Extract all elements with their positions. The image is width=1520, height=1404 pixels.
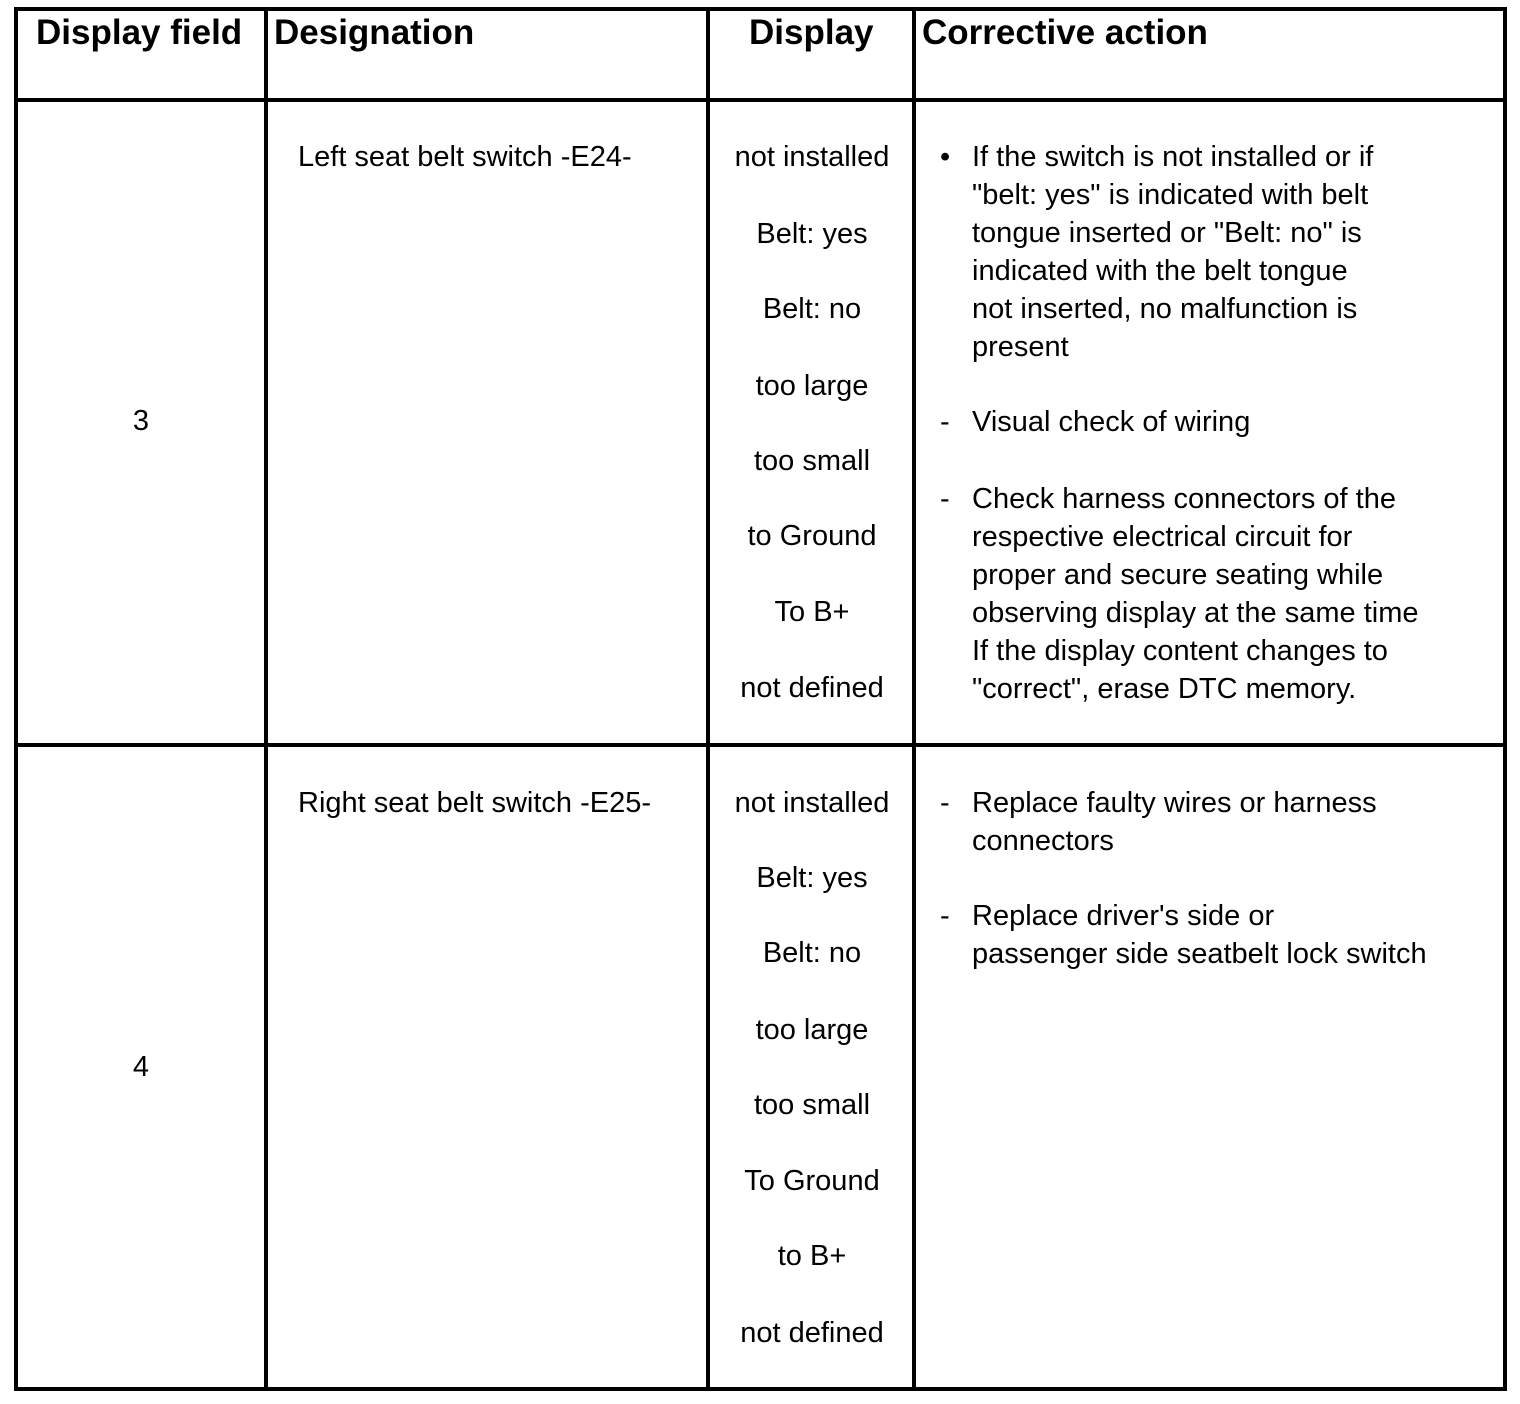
- display-value: Belt: yes: [756, 862, 868, 894]
- dash-marker: -: [940, 787, 950, 819]
- action-text: Check harness connectors of the respective electrical circuit for proper and secure seating while observing display at the same time If the display content changes to "correct", erase DTC memory.: [972, 483, 1419, 705]
- row-divider: [14, 743, 1507, 747]
- row-field-number: 4: [132, 1051, 150, 1083]
- display-value: not defined: [740, 672, 884, 704]
- display-value: too small: [753, 1089, 871, 1121]
- header-display: Display: [749, 13, 874, 52]
- display-value: not installed: [734, 141, 890, 173]
- dash-marker: -: [940, 900, 950, 932]
- action-text: Replace faulty wires or harness connectors: [972, 787, 1377, 857]
- dash-marker: -: [940, 406, 950, 438]
- display-value: too large: [755, 370, 869, 402]
- table-border-bottom: [14, 1387, 1507, 1391]
- action-text: Replace driver's side or passenger side seatbelt lock switch: [972, 900, 1427, 970]
- action-text: Visual check of wiring: [972, 406, 1251, 438]
- row-designation: Left seat belt switch -E24-: [298, 141, 632, 173]
- table-border-left: [14, 7, 18, 1391]
- display-value: Belt: no: [762, 937, 862, 969]
- display-value: too small: [753, 445, 871, 477]
- header-designation: Designation: [274, 13, 475, 52]
- column-divider-1: [264, 7, 268, 1391]
- display-value: to B+: [777, 1240, 847, 1272]
- bullet-marker: •: [940, 141, 951, 173]
- display-value: too large: [755, 1014, 869, 1046]
- table-border-top: [14, 7, 1507, 11]
- display-value: Belt: yes: [756, 218, 868, 250]
- corrective-action-item: [940, 403, 1480, 441]
- action-text: If the switch is not installed or if "belt: yes" is indicated with belt tongue inserted or "Belt: no" is indicated with the belt tongue not inserted, no malfunction is present: [972, 141, 1374, 363]
- header-divider: [14, 98, 1507, 102]
- table-border-right: [1503, 7, 1507, 1391]
- corrective-action-item: [940, 480, 1480, 708]
- display-value: Belt: no: [762, 293, 862, 325]
- header-corrective-action: Corrective action: [922, 13, 1208, 52]
- corrective-action-item: [940, 897, 1480, 973]
- row-designation: Right seat belt switch -E25-: [298, 787, 651, 819]
- row-field-number: 3: [132, 405, 150, 437]
- display-value: To B+: [774, 596, 850, 628]
- corrective-action-item: [940, 784, 1480, 860]
- header-display-field: Display field: [36, 13, 243, 52]
- display-value: not defined: [740, 1317, 884, 1349]
- display-value: not installed: [734, 787, 890, 819]
- display-value: to Ground: [747, 520, 877, 552]
- dash-marker: -: [940, 483, 950, 515]
- display-value: To Ground: [744, 1165, 880, 1197]
- corrective-action-item: [940, 138, 1480, 366]
